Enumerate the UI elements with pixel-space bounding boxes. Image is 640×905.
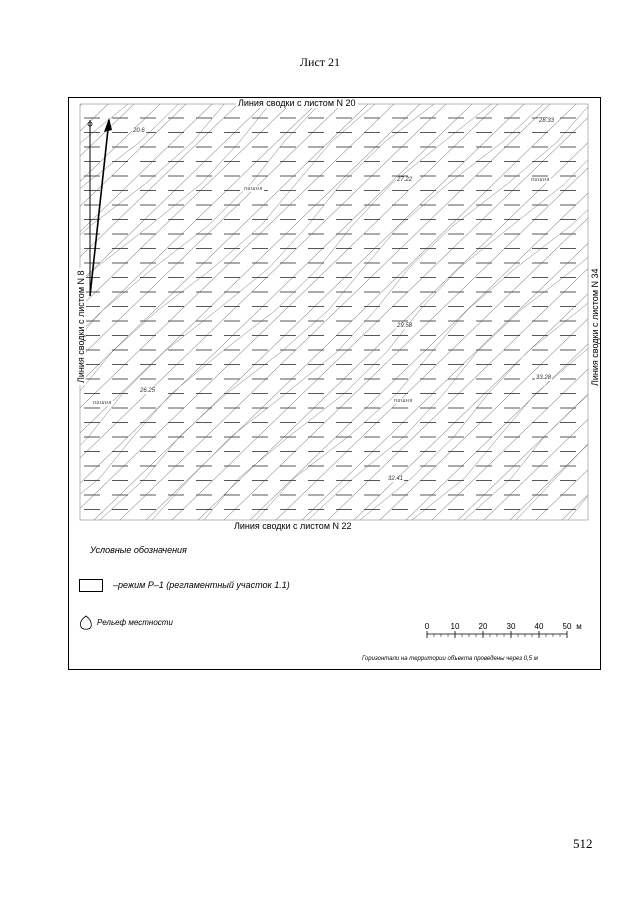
scale-note: Горизонтали на территории объекта проведены через 0,5 м bbox=[362, 656, 538, 662]
elevation-mark: 27.22 bbox=[397, 177, 413, 183]
elevation-mark: 20.6 bbox=[133, 128, 145, 134]
scale-tick-label: 10 bbox=[450, 622, 460, 631]
edge-label-left: Линия сводки с листом N 8 bbox=[76, 270, 86, 383]
sheet-title: Лист 21 bbox=[299, 55, 341, 69]
scale-bar bbox=[415, 620, 595, 650]
relief-contour-icon bbox=[79, 615, 93, 631]
elevation-mark: 26.25 bbox=[140, 388, 156, 394]
legend-title: Условные обозначения bbox=[90, 545, 187, 555]
page-number: 512 bbox=[573, 836, 593, 851]
scale-tick-label: 50 bbox=[562, 622, 572, 631]
scale-tick-label: 30 bbox=[506, 622, 516, 631]
relief-contours bbox=[0, 100, 640, 520]
scale-tick-label: 40 bbox=[534, 622, 544, 631]
scale-tick-label: 20 bbox=[478, 622, 488, 631]
elevation-mark: 29.58 bbox=[397, 323, 413, 329]
landuse-label: пашня bbox=[93, 400, 112, 406]
scale-unit: м bbox=[576, 622, 582, 631]
landuse-label: пашня bbox=[531, 177, 550, 183]
landuse-label: пашня bbox=[244, 186, 263, 192]
edge-label-bottom: Линия сводки с листом N 22 bbox=[234, 521, 352, 531]
legend-regime-swatch bbox=[79, 579, 103, 592]
legend-relief-label: Рельеф местности bbox=[97, 618, 173, 627]
landuse-label: пашня bbox=[394, 398, 413, 404]
elevation-mark: 28.33 bbox=[539, 118, 555, 124]
edge-label-top: Линия сводки с листом N 20 bbox=[238, 98, 356, 108]
zone-hatching bbox=[0, 104, 640, 520]
legend-regime-label: –режим Р–1 (регламентный участок 1.1) bbox=[113, 580, 290, 590]
edge-label-right: Линия сводки с листом N 34 bbox=[590, 268, 600, 386]
elevation-mark: 33.28 bbox=[536, 375, 552, 381]
elevation-mark: 32.41 bbox=[388, 476, 404, 482]
scale-tick-label: 0 bbox=[424, 622, 430, 631]
